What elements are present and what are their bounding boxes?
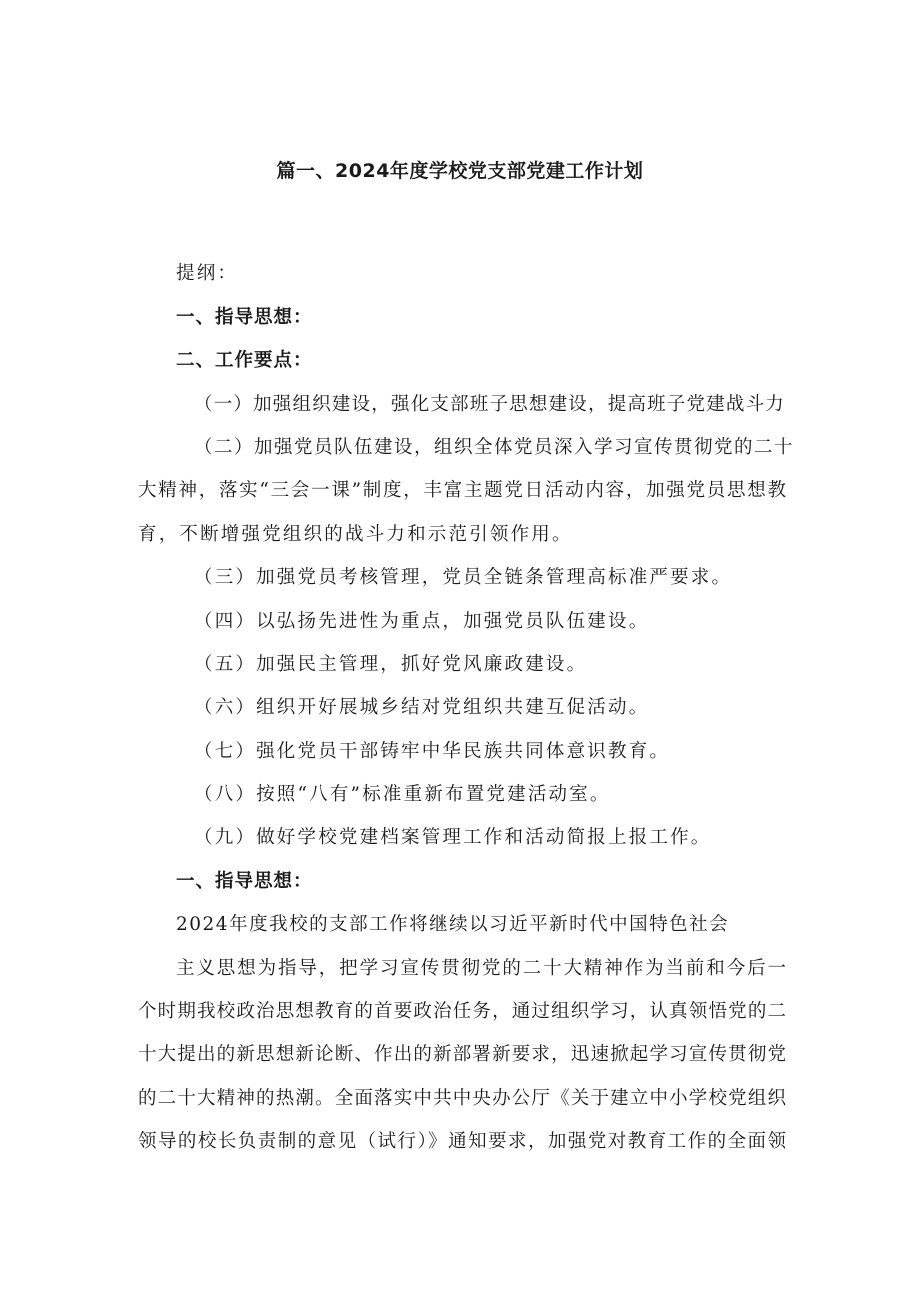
work-point-2-line-1: （二）加强党员队伍建设，组织全体党员深入学习宣传贯彻党的二十: [194, 437, 795, 458]
work-point-2-line-3: 育，不断增强党组织的战斗力和示范引领作用。: [138, 524, 573, 545]
document-title: 篇一、2024年度学校党支部党建工作计划: [276, 160, 644, 182]
outline-heading-work-points: 二、工作要点：: [176, 350, 313, 371]
body-line-4: 十大提出的新思想新论断、作出的新部署新要求，迅速掀起学习宣传贯彻党: [138, 1044, 786, 1065]
work-point-7: （七）强化党员干部铸牢中华民族共同体意识教育。: [194, 741, 671, 762]
body-line-2: 主义思想为指导，把学习宣传贯彻党的二十大精神作为当前和今后一: [176, 958, 786, 979]
work-point-6: （六）组织开好展城乡结对党组织共建互促活动。: [194, 697, 650, 718]
body-line-3: 个时期我校政治思想教育的首要政治任务，通过组织学习，认真领悟党的二: [138, 1001, 786, 1022]
work-point-1: （一）加强组织建设，强化支部班子思想建设，提高班子党建战斗力: [194, 394, 786, 415]
work-point-4: （四）以弘扬先进性为重点，加强党员队伍建设。: [194, 611, 650, 632]
section-heading-guiding-ideology: 一、指导思想：: [176, 871, 313, 892]
work-point-3: （三）加强党员考核管理，党员全链条管理高标准严要求。: [194, 567, 733, 588]
outline-heading-guiding-ideology: 一、指导思想：: [176, 307, 313, 328]
work-point-2-line-2: 大精神，落实“三会一课”制度，丰富主题党日活动内容，加强党员思想教: [138, 480, 786, 501]
work-point-9: （九）做好学校党建档案管理工作和活动简报上报工作。: [194, 827, 712, 848]
body-line-6: 领导的校长负责制的意见（试行）》通知要求，加强党对教育工作的全面领: [138, 1131, 786, 1152]
work-point-8: （八）按照“八有”标准重新布置党建活动室。: [194, 784, 611, 805]
body-line-1: 2024年度我校的支部工作将继续以习近平新时代中国特色社会: [176, 914, 730, 935]
body-line-5: 的二十大精神的热潮。全面落实中共中央办公厅《关于建立中小学校党组织: [138, 1088, 786, 1109]
outline-label: 提纲：: [176, 263, 239, 284]
work-point-5: （五）加强民主管理，抓好党风廉政建设。: [194, 654, 588, 675]
